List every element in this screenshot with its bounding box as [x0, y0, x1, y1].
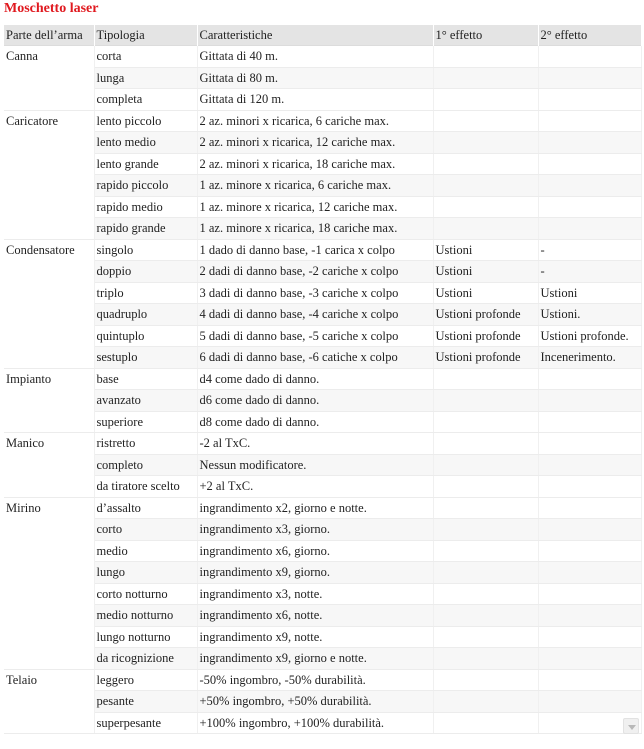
- table-row: [4, 175, 641, 197]
- table-row: [4, 218, 641, 240]
- primo-effetto-cell: Ustioni: [433, 282, 538, 304]
- caratteristiche-cell: 4 dadi di danno base, -4 cariche x colpo: [197, 304, 433, 326]
- caratteristiche-cell: -50% ingombro, -50% durabilità.: [197, 669, 433, 691]
- primo-effetto-cell: [433, 132, 538, 154]
- caratteristiche-cell: d6 come dado di danno.: [197, 390, 433, 412]
- secondo-effetto-cell: [538, 153, 641, 175]
- caratteristiche-cell: Gittata di 120 m.: [197, 89, 433, 111]
- tipologia-cell: base: [94, 368, 197, 390]
- secondo-effetto-cell: Ustioni.: [538, 304, 641, 326]
- group-impianto: [4, 368, 641, 433]
- primo-effetto-cell: Ustioni profonde: [433, 325, 538, 347]
- primo-effetto-cell: [433, 497, 538, 519]
- caratteristiche-cell: ingrandimento x3, notte.: [197, 583, 433, 605]
- primo-effetto-cell: [433, 691, 538, 713]
- primo-effetto-cell: [433, 519, 538, 541]
- header-primo-effetto: 1° effetto: [433, 25, 538, 46]
- primo-effetto-cell: [433, 712, 538, 734]
- caratteristiche-cell: 1 az. minore x ricarica, 6 cariche max.: [197, 175, 433, 197]
- secondo-effetto-cell: [538, 519, 641, 541]
- caratteristiche-cell: ingrandimento x3, giorno.: [197, 519, 433, 541]
- secondo-effetto-cell: [538, 433, 641, 455]
- tipologia-cell: da ricognizione: [94, 648, 197, 670]
- caratteristiche-cell: 2 az. minori x ricarica, 18 cariche max.: [197, 153, 433, 175]
- primo-effetto-cell: [433, 626, 538, 648]
- group-mirino: [4, 497, 641, 669]
- primo-effetto-cell: [433, 46, 538, 68]
- table-row: [4, 110, 641, 132]
- caratteristiche-cell: 2 az. minori x ricarica, 6 cariche max.: [197, 110, 433, 132]
- primo-effetto-cell: [433, 411, 538, 433]
- secondo-effetto-cell: [538, 175, 641, 197]
- table-row: [4, 454, 641, 476]
- primo-effetto-cell: [433, 583, 538, 605]
- primo-effetto-cell: [433, 218, 538, 240]
- tipologia-cell: sestuplo: [94, 347, 197, 369]
- caratteristiche-cell: 5 dadi di danno base, -5 cariche x colpo: [197, 325, 433, 347]
- caratteristiche-cell: ingrandimento x2, giorno e notte.: [197, 497, 433, 519]
- secondo-effetto-cell: [538, 132, 641, 154]
- table-row: [4, 390, 641, 412]
- weapon-parts-table: [4, 25, 642, 734]
- table-row: [4, 411, 641, 433]
- part-name-cell: Caricatore: [4, 110, 94, 239]
- caratteristiche-cell: Nessun modificatore.: [197, 454, 433, 476]
- caratteristiche-cell: ingrandimento x9, giorno e notte.: [197, 648, 433, 670]
- secondo-effetto-cell: Ustioni profonde.: [538, 325, 641, 347]
- primo-effetto-cell: [433, 368, 538, 390]
- caratteristiche-cell: +100% ingombro, +100% durabilità.: [197, 712, 433, 734]
- tipologia-cell: corto: [94, 519, 197, 541]
- table-row: [4, 89, 641, 111]
- tipologia-cell: completo: [94, 454, 197, 476]
- caratteristiche-cell: ingrandimento x6, giorno.: [197, 540, 433, 562]
- tipologia-cell: lungo: [94, 562, 197, 584]
- tipologia-cell: pesante: [94, 691, 197, 713]
- caratteristiche-cell: +50% ingombro, +50% durabilità.: [197, 691, 433, 713]
- secondo-effetto-cell: [538, 562, 641, 584]
- primo-effetto-cell: [433, 433, 538, 455]
- secondo-effetto-cell: [538, 411, 641, 433]
- secondo-effetto-cell: [538, 67, 641, 89]
- secondo-effetto-cell: [538, 390, 641, 412]
- tipologia-cell: lunga: [94, 67, 197, 89]
- table-row: [4, 648, 641, 670]
- table-row: [4, 540, 641, 562]
- group-caricatore: [4, 110, 641, 239]
- table-header-row: [4, 25, 641, 46]
- table-row: [4, 67, 641, 89]
- tipologia-cell: quadruplo: [94, 304, 197, 326]
- part-name-cell: Condensatore: [4, 239, 94, 368]
- table-row: [4, 347, 641, 369]
- primo-effetto-cell: [433, 89, 538, 111]
- caratteristiche-cell: -2 al TxC.: [197, 433, 433, 455]
- caratteristiche-cell: 1 dado di danno base, -1 carica x colpo: [197, 239, 433, 261]
- secondo-effetto-cell: [538, 368, 641, 390]
- secondo-effetto-cell: [538, 476, 641, 498]
- table-row: [4, 691, 641, 713]
- primo-effetto-cell: [433, 648, 538, 670]
- caratteristiche-cell: 2 az. minori x ricarica, 12 cariche max.: [197, 132, 433, 154]
- group-manico: [4, 433, 641, 498]
- secondo-effetto-cell: -: [538, 239, 641, 261]
- table-row: [4, 368, 641, 390]
- secondo-effetto-cell: [538, 691, 641, 713]
- caratteristiche-cell: 2 dadi di danno base, -2 cariche x colpo: [197, 261, 433, 283]
- table-row: [4, 433, 641, 455]
- secondo-effetto-cell: [538, 605, 641, 627]
- primo-effetto-cell: [433, 562, 538, 584]
- part-name-cell: Impianto: [4, 368, 94, 433]
- caratteristiche-cell: ingrandimento x6, notte.: [197, 605, 433, 627]
- group-canna: [4, 46, 641, 111]
- caratteristiche-cell: d4 come dado di danno.: [197, 368, 433, 390]
- table-row: [4, 712, 641, 734]
- tipologia-cell: singolo: [94, 239, 197, 261]
- primo-effetto-cell: Ustioni: [433, 261, 538, 283]
- table-row: [4, 605, 641, 627]
- secondo-effetto-cell: [538, 218, 641, 240]
- tipologia-cell: superpesante: [94, 712, 197, 734]
- table-row: [4, 497, 641, 519]
- primo-effetto-cell: [433, 669, 538, 691]
- tipologia-cell: corto notturno: [94, 583, 197, 605]
- caratteristiche-cell: 6 dadi di danno base, -6 catiche x colpo: [197, 347, 433, 369]
- primo-effetto-cell: [433, 390, 538, 412]
- primo-effetto-cell: [433, 605, 538, 627]
- primo-effetto-cell: [433, 175, 538, 197]
- tipologia-cell: quintuplo: [94, 325, 197, 347]
- primo-effetto-cell: [433, 196, 538, 218]
- caratteristiche-cell: ingrandimento x9, giorno.: [197, 562, 433, 584]
- part-name-cell: Manico: [4, 433, 94, 498]
- caratteristiche-cell: Gittata di 40 m.: [197, 46, 433, 68]
- tipologia-cell: leggero: [94, 669, 197, 691]
- header-secondo-effetto: 2° effetto: [538, 25, 641, 46]
- tipologia-cell: lento grande: [94, 153, 197, 175]
- secondo-effetto-cell: [538, 196, 641, 218]
- primo-effetto-cell: Ustioni profonde: [433, 347, 538, 369]
- secondo-effetto-cell: Incenerimento.: [538, 347, 641, 369]
- tipologia-cell: d’assalto: [94, 497, 197, 519]
- table-row: [4, 196, 641, 218]
- secondo-effetto-cell: [538, 626, 641, 648]
- part-name-cell: Canna: [4, 46, 94, 111]
- tipologia-cell: corta: [94, 46, 197, 68]
- secondo-effetto-cell: [538, 46, 641, 68]
- scroll-down-button[interactable]: [623, 718, 639, 734]
- caratteristiche-cell: Gittata di 80 m.: [197, 67, 433, 89]
- part-name-cell: Mirino: [4, 497, 94, 669]
- caratteristiche-cell: d8 come dado di danno.: [197, 411, 433, 433]
- secondo-effetto-cell: [538, 540, 641, 562]
- table-row: [4, 132, 641, 154]
- table-row: [4, 239, 641, 261]
- tipologia-cell: doppio: [94, 261, 197, 283]
- tipologia-cell: medio: [94, 540, 197, 562]
- tipologia-cell: rapido piccolo: [94, 175, 197, 197]
- secondo-effetto-cell: [538, 648, 641, 670]
- caratteristiche-cell: 1 az. minore x ricarica, 18 cariche max.: [197, 218, 433, 240]
- tipologia-cell: superiore: [94, 411, 197, 433]
- page-title: Moschetto laser: [4, 1, 99, 16]
- table-row: [4, 562, 641, 584]
- tipologia-cell: lungo notturno: [94, 626, 197, 648]
- table-row: [4, 519, 641, 541]
- part-name-cell: Telaio: [4, 669, 94, 734]
- header-parte: Parte dell’arma: [4, 25, 94, 46]
- tipologia-cell: rapido medio: [94, 196, 197, 218]
- header-tipologia: Tipologia: [94, 25, 197, 46]
- table-row: [4, 583, 641, 605]
- group-telaio: [4, 669, 641, 734]
- secondo-effetto-cell: -: [538, 261, 641, 283]
- table-row: [4, 669, 641, 691]
- table-row: [4, 261, 641, 283]
- table-row: [4, 476, 641, 498]
- primo-effetto-cell: [433, 540, 538, 562]
- table-row: [4, 626, 641, 648]
- header-caratteristiche: Caratteristiche: [197, 25, 433, 46]
- tipologia-cell: rapido grande: [94, 218, 197, 240]
- tipologia-cell: triplo: [94, 282, 197, 304]
- secondo-effetto-cell: [538, 669, 641, 691]
- caratteristiche-cell: +2 al TxC.: [197, 476, 433, 498]
- primo-effetto-cell: [433, 110, 538, 132]
- tipologia-cell: avanzato: [94, 390, 197, 412]
- tipologia-cell: lento piccolo: [94, 110, 197, 132]
- caratteristiche-cell: ingrandimento x9, notte.: [197, 626, 433, 648]
- tipologia-cell: medio notturno: [94, 605, 197, 627]
- primo-effetto-cell: Ustioni profonde: [433, 304, 538, 326]
- secondo-effetto-cell: [538, 583, 641, 605]
- tipologia-cell: lento medio: [94, 132, 197, 154]
- table-row: [4, 325, 641, 347]
- group-condensatore: [4, 239, 641, 368]
- tipologia-cell: da tiratore scelto: [94, 476, 197, 498]
- secondo-effetto-cell: [538, 110, 641, 132]
- caratteristiche-cell: 1 az. minore x ricarica, 12 cariche max.: [197, 196, 433, 218]
- tipologia-cell: ristretto: [94, 433, 197, 455]
- table-row: [4, 304, 641, 326]
- table-row: [4, 46, 641, 68]
- primo-effetto-cell: Ustioni: [433, 239, 538, 261]
- secondo-effetto-cell: [538, 454, 641, 476]
- secondo-effetto-cell: [538, 89, 641, 111]
- primo-effetto-cell: [433, 476, 538, 498]
- secondo-effetto-cell: [538, 497, 641, 519]
- primo-effetto-cell: [433, 67, 538, 89]
- caratteristiche-cell: 3 dadi di danno base, -3 cariche x colpo: [197, 282, 433, 304]
- table-row: [4, 282, 641, 304]
- primo-effetto-cell: [433, 153, 538, 175]
- table-row: [4, 153, 641, 175]
- primo-effetto-cell: [433, 454, 538, 476]
- secondo-effetto-cell: Ustioni: [538, 282, 641, 304]
- tipologia-cell: completa: [94, 89, 197, 111]
